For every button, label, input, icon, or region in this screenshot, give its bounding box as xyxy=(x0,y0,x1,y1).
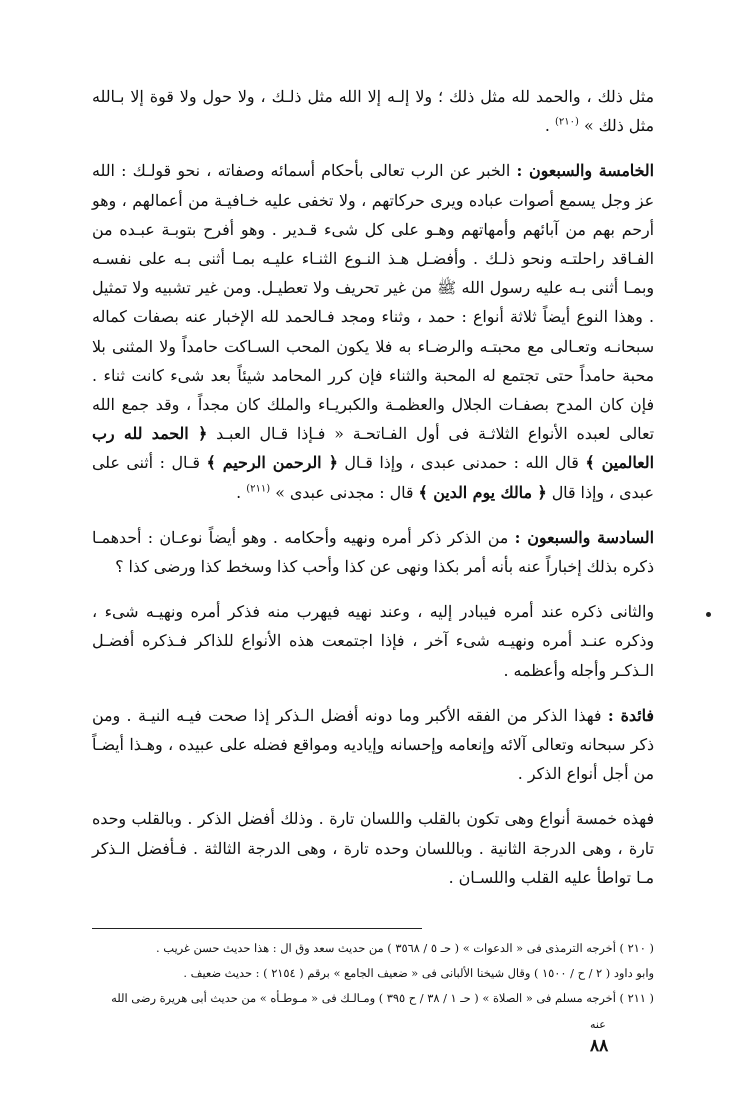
paragraph-intro xyxy=(92,82,654,140)
text: فهذه خمسة أنواع وهى تكون بالقلب واللسان تارة . وذلك أفضل الذكر . وبالقلب وحده تارة ، وهى الدرجة الثانية . وباللسان وحده تارة ، وهى الدرجة الثالثة . فـأفضل الـذكر مـا تواطأ عليه القلب واللسـان . xyxy=(92,809,654,887)
footnote-reference: (٢١١) xyxy=(246,483,271,495)
text: من الذكر ذكر أمره ونهيه وأحكامه . وهو أيضاً نوعـان : أحدهمـا ذكره بذلك إخباراً عنه بأنه أمر بكذا ونهى عن كذا وأحب كذا وسخط كذا ورضى كذا ؟ xyxy=(92,527,654,577)
text: والثانى ذكره عند أمره فيبادر إليه ، وعند نهيه فيهرب منه فذكر أمره ونهيـه شىء ، وذكره عنـد أمره ونهيـه شىء آخر ، فإذا اجتمعت هذه الأنواع للذاكر فـذكره أفضـل الـذكـر وأجله وأعظمه . xyxy=(92,602,654,680)
quran-verse: ﴿ مالك يوم الدين ﴾ xyxy=(418,482,547,502)
paragraph-76 xyxy=(92,523,654,581)
text: قال الله : حمدنى عبدى ، وإذا قـال xyxy=(337,453,579,473)
paragraph-second-type xyxy=(92,597,654,685)
margin-dot xyxy=(706,612,711,617)
footnote-line: ( ٢١٠ ) أخرجه الترمذى فى « الدعوات » ( حـ ٥ / ٣٥٦٨ ) من حديث سعد وق ال : هذا حديث حسن غريب . xyxy=(156,941,654,955)
quran-verse: ﴿ الحمد لله رب العالمين ﴾ xyxy=(92,424,654,473)
section-heading: فائدة : xyxy=(607,705,654,725)
text: فهذا الذكر من الفقه الأكبر وما دونه أفضل الـذكر إذا صحت فيـه النيـة . ومن ذكر سبحانه وتعالى آلائه وإنعامه وإحسانه وإياديه ومواقع فضله على عبيده ، وهـذا أيضـاً من أجل أنواع الذكر . xyxy=(92,705,654,784)
paragraph-benefit xyxy=(92,701,654,789)
text: . xyxy=(236,482,242,502)
footnote-divider xyxy=(92,928,422,929)
paragraph-summary xyxy=(92,804,654,892)
main-text xyxy=(92,82,654,908)
page-number: ٨٨ xyxy=(590,1036,609,1056)
text: قـال : أثنى على عبدى ، وإذا قال xyxy=(92,453,654,502)
footnote-continuation: عنه xyxy=(590,1018,606,1031)
section-heading: الخامسة والسبعون : xyxy=(516,161,654,181)
text: قال : مجدنى عبدى » xyxy=(275,482,414,502)
footnote-line: ( ٢١١ ) أخرجه مسلم فى « الصلاة » ( حـ ١ / ٣٨ / ح ٣٩٥ ) ومـالـك فى « مـوطـأه » من حديث أبى هريرة رضى الله xyxy=(111,991,654,1005)
text: . xyxy=(544,116,550,136)
paragraph-75 xyxy=(92,156,654,506)
section-heading: السادسة والسبعون : xyxy=(514,527,654,547)
text: الخبر عن الرب تعالى بأحكام أسمائه وصفاته ، نحو قولـك : الله عز وجل يسمع أصوات عباده ويرى حركاتهم ، ولا تخفى عليه خـافيـة من أعمالهم ، وهو أرحم بهم من آبائهم وأمهاتهم وهـو على كل شىء قـدير . وهو أفرح بتوبـة عبـده من الفـاقد راحلتـه ونحو ذلـك . وأفضـل هـذ النـوع الثنـاء عليـه بمـا أثنى بـه على نفسـه وبمـا أثنى بـه عليه رسول الله ﷺ من غير تحريف ولا تعطيـل. ومن غير تشبيه ولا تمثيل . وهذا النوع أيضاً ثلاثة أنواع : حمد ، وثناء ومجد فـالحمد لله الإخبار عنه بصفات كماله سبحانـه وتعـالى مع محبتـه والرضـاء به فلا يكون المحب السـاكت حامداً ولا المثنى بلا محبة حامداً حتى تجتمع له المحبة والثناء فإن كرر المحامد شيئاً بعد شىء كانت ثناء . فإن كان المدح بصفـات الجلال والعظمـة والكبريـاء والملك كان مجداً ، وقد جمع الله تعالى لعبده الأنواع الثلاثـة فى أول الفـاتحـة « فـإذا قـال العبـد xyxy=(92,161,654,444)
quran-verse: ﴿ الرحمن الرحيم ﴾ xyxy=(206,453,338,473)
footnote-line: وابو داود ( ٢ / ح / ١٥٠٠ ) وقال شيخنا الألبانى فى « ضعيف الجامع » برقم ( ٢١٥٤ ) : حديث ضعيف . xyxy=(183,966,654,980)
footnotes xyxy=(84,936,654,1011)
text: مثل ذلك ، والحمد لله مثل ذلك ؛ ولا إلـه إلا الله مثل ذلـك ، ولا حول ولا قوة إلا بـالله مثل ذلك » xyxy=(92,87,654,136)
footnote-reference: (٢١٠) xyxy=(554,116,579,128)
